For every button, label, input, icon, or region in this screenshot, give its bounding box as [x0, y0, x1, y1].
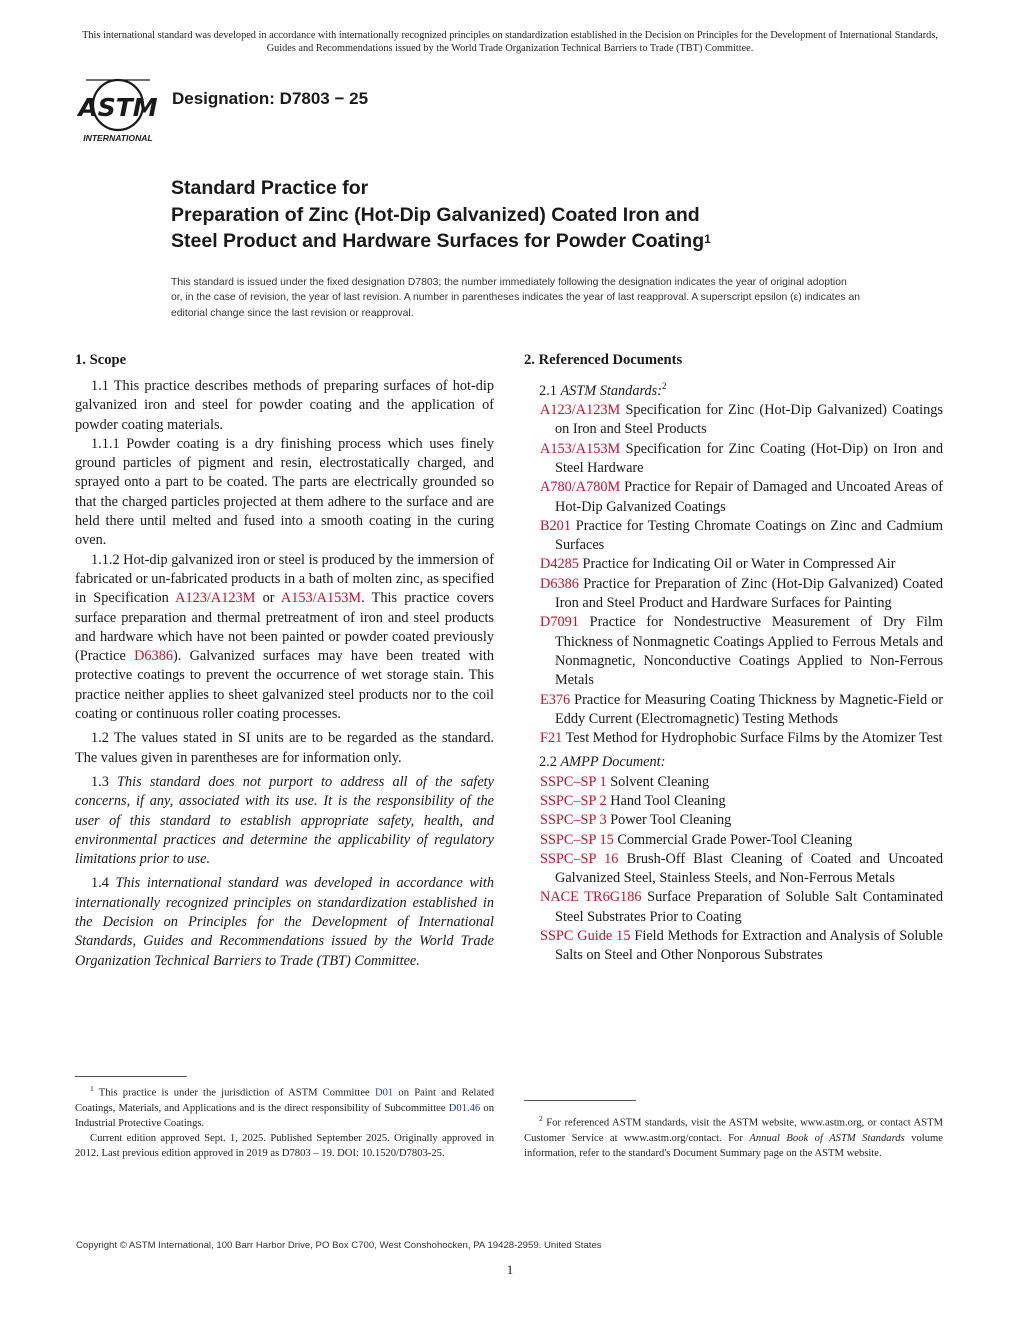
ampp-document-label [524, 753, 943, 772]
footnote-2-text-a: For referenced ASTM standards, visit the ASTM website, www.astm.org, or contact ASTM Customer Service at www.astm.org/contact. For [524, 1117, 943, 1144]
footnote-2-mark: 2 [539, 1114, 543, 1123]
ampp-document-number: 2.2 [539, 754, 561, 771]
ampp-reference-list [524, 773, 943, 966]
reference-title: Solvent Cleaning [606, 773, 710, 790]
reference-link[interactable]: E376 [540, 691, 571, 708]
reference-item [524, 517, 943, 556]
scope-1-2: 1.2 The values stated in SI units are to be regarded as the standard. The values given in parentheses are for information only. [75, 730, 494, 766]
right-column [524, 351, 943, 966]
reference-link[interactable]: F21 [540, 730, 563, 747]
reference-link[interactable]: SSPC–SP 15 [540, 831, 614, 848]
astm-standards-number: 2.1 [539, 382, 561, 399]
astm-logo-mark [76, 78, 160, 146]
footnote-1-edition: Current edition approved Sept. 1, 2025. Published September 2025. Originally approved in 2012. Last previous edition approved in 2019 as D7803 – 19. DOI: 10.1520/D7803-25. [75, 1132, 494, 1159]
reference-title: Practice for Nondestructive Measurement of Dry Film Thickness of Nonmagnetic Coatings Applied to Ferrous Metals and Nonmagnetic, Nonconductive Coatings Applied to Non-Ferrous Metals [555, 614, 943, 689]
left-column [75, 351, 494, 971]
scope-1-4 [75, 874, 494, 970]
reference-link[interactable]: SSPC–SP 3 [540, 812, 607, 829]
page-number: 1 [506, 1262, 514, 1277]
reference-link[interactable]: SSPC–SP 1 [540, 773, 607, 790]
title-line-2: Preparation of Zinc (Hot-Dip Galvanized) Coated Iron and [171, 203, 700, 226]
reference-link[interactable]: D6386 [540, 575, 579, 592]
footnote-1-text-b: on Paint and Related Coatings, Materials, and Applications and is the direct responsibility of Subcommittee [75, 1087, 495, 1114]
scope-1-4-text: This international standard was developed in accordance with internationally recognized principles on standardization established in the Decision on Principles for the Development of International Standards, Guides and Recommendations issued by the World Trade Organization Technical Barriers to Trade (TBT) Committee. [75, 875, 494, 969]
reference-link[interactable]: A123/A123M [540, 402, 621, 419]
reference-title: Practice for Measuring Coating Thickness by Magnetic-Field or Eddy Current (Electromagnetic) Testing Methods [555, 691, 943, 727]
issued-note: This standard is issued under the fixed designation D7803; the number immediately following the designation indicates the year of original adoption or, in the case of revision, the year of last revision. A number in parentheses indicates the year of last reapproval. A superscript epsilon (ε) indicates an editorial change since the last revision or reapproval. [171, 277, 861, 319]
scope-1-4-number: 1.4 [91, 875, 116, 892]
title-footnote-mark: 1 [704, 232, 711, 246]
reference-link[interactable]: A780/A780M [540, 479, 621, 496]
reference-item [524, 831, 943, 850]
refdocs-heading: 2. Referenced Documents [524, 352, 683, 368]
scope-1-3-number: 1.3 [91, 773, 118, 790]
footnote-1-text-a: This practice is under the jurisdiction of ASTM Committee [93, 1087, 375, 1099]
reference-item [524, 478, 943, 517]
footnote-2-text-b: volume information, refer to the standard's Document Summary page on the ASTM website. [524, 1132, 943, 1159]
reference-item [524, 440, 943, 479]
reference-item [524, 575, 943, 614]
logo-letters: ASTM [78, 93, 158, 122]
reference-title: Brush-Off Blast Cleaning of Coated and Uncoated Galvanized Steel, Stainless Steels, and Non-Ferrous Metals [555, 850, 943, 887]
link-d01-46[interactable]: D01.46 [448, 1102, 481, 1114]
scope-1-1: 1.1 This practice describes methods of preparing surfaces of hot-dip galvanized iron and steel for powder coating and the application of powder coating materials. [75, 378, 494, 433]
reference-title: Power Tool Cleaning [606, 812, 732, 829]
astm-footnote-mark: 2 [662, 381, 667, 391]
footnote-rule-right [524, 1100, 636, 1101]
scope-1-1-1: 1.1.1 Powder coating is a dry finishing process which uses finely ground particles of pigment and resin, electrostatically charged, and sprayed onto a part to be coated. The parts are electrically grounded so that the charged particles projected at them adhere to the surface and are held there until melted and fused into a smooth coating in the curing oven. [75, 435, 494, 549]
scope-1-3 [75, 773, 494, 869]
reference-item [524, 613, 943, 690]
reference-link[interactable]: B201 [540, 517, 571, 534]
reference-link[interactable]: D7091 [540, 614, 579, 631]
footnote-2-italic: Annual Book of ASTM Standards [749, 1132, 905, 1144]
reference-title: Practice for Indicating Oil or Water in Compressed Air [578, 556, 896, 573]
reference-item [524, 401, 943, 440]
reference-item [524, 850, 943, 889]
reference-link[interactable]: SSPC–SP 16 [540, 850, 619, 867]
scope-1-1-2-text-b: or [255, 590, 281, 607]
reference-title: Commercial Grade Power-Tool Cleaning [613, 831, 853, 848]
tbt-notice: This international standard was developed in accordance with internationally recognized principles on standardization established in the Decision on Principles for the Development of International Standards, Guides and Recommendations issued by the World Trade Organization Technical Barriers to Trade (TBT) Committee. [82, 30, 938, 54]
designation: Designation: D7803 − 25 [172, 89, 369, 108]
astm-logo [76, 78, 160, 146]
reference-item [524, 555, 943, 574]
link-a123[interactable]: A123/A123M [175, 590, 256, 607]
reference-title: Test Method for Hydrophobic Surface Films by the Atomizer Test [562, 730, 943, 747]
logo-subtitle: INTERNATIONAL [83, 133, 153, 143]
reference-title: Surface Preparation of Soluble Salt Contaminated Steel Substrates Prior to Coating [555, 889, 943, 925]
footnote-1-text-c: on Industrial Protective Coatings. [75, 1102, 494, 1129]
scope-heading: 1. Scope [75, 352, 127, 368]
footnote-rule-left [75, 1076, 187, 1077]
reference-link[interactable]: D4285 [540, 556, 579, 573]
document-title [171, 175, 871, 255]
link-a153[interactable]: A153/A153M [280, 590, 362, 607]
scope-1-1-2-text-d: ). Galvanized surfaces may have been treated with protective coatings to prevent the occurrence of wet storage stain. This practice neither applies to sheet galvanized steel products nor to the coil coating or continuous roller coating processes. [75, 648, 495, 723]
reference-item [524, 691, 943, 730]
link-d01[interactable]: D01 [374, 1087, 394, 1099]
reference-title: Specification for Zinc (Hot-Dip Galvanized) Coatings on Iron and Steel Products [555, 402, 943, 438]
footnote-1-mark: 1 [90, 1084, 94, 1093]
astm-standards-title: ASTM Standards: [560, 382, 662, 399]
scope-1-1-2-text-a: 1.1.2 Hot-dip galvanized iron or steel is produced by the immersion of fabricated or un-fabricated products in a bath of molten zinc, as specified in Specification [75, 551, 495, 607]
reference-item [524, 888, 943, 927]
title-line-1: Standard Practice for [171, 177, 369, 199]
link-d6386[interactable]: D6386 [134, 648, 173, 665]
scope-1-1-2-text-c: . This practice covers surface preparation and thermal pretreatment of iron and steel products and hardware which have not been painted or powder coated previously (Practice [75, 590, 494, 665]
reference-item [524, 773, 943, 792]
reference-title: Field Methods for Extraction and Analysis of Soluble Salts on Steel and Other Nonporous Substrates [555, 928, 944, 964]
reference-title: Hand Tool Cleaning [606, 793, 726, 809]
reference-item [524, 811, 943, 830]
reference-link[interactable]: SSPC–SP 2 [540, 793, 607, 809]
reference-item [524, 927, 943, 966]
astm-standards-label [524, 377, 943, 401]
copyright-footer: Copyright © ASTM International, 100 Barr Harbor Drive, PO Box C700, West Conshohocken, PA 19428-2959. United States [76, 1240, 602, 1251]
reference-link[interactable]: SSPC Guide 15 [540, 928, 631, 945]
reference-item [524, 792, 943, 811]
reference-link[interactable]: A153/A153M [540, 440, 621, 457]
footnote-1 [75, 1081, 494, 1161]
reference-title: Specification for Zinc Coating (Hot-Dip) on Iron and Steel Hardware [555, 440, 943, 476]
reference-title: Practice for Preparation of Zinc (Hot-Dip Galvanized) Coated Iron and Steel Product and Hardware Surfaces for Painting [555, 575, 943, 612]
reference-title: Practice for Testing Chromate Coatings on Zinc and Cadmium Surfaces [555, 517, 943, 554]
astm-reference-list [524, 401, 943, 748]
reference-item [524, 729, 943, 748]
title-line-3: Steel Product and Hardware Surfaces for Powder Coating [171, 230, 705, 252]
scope-1-1-2 [75, 551, 494, 725]
scope-1-3-text: This standard does not purport to address all of the safety concerns, if any, associated with its use. It is the responsibility of the user of this standard to establish appropriate safety, health, and environmental practices and determine the applicability of regulatory limitations prior to use. [75, 773, 494, 868]
reference-link[interactable]: NACE TR6G186 [540, 889, 642, 906]
ampp-document-title: AMPP Document: [560, 754, 666, 771]
footnote-2 [524, 1111, 943, 1161]
reference-title: Practice for Repair of Damaged and Uncoated Areas of Hot-Dip Galvanized Coatings [555, 479, 943, 515]
